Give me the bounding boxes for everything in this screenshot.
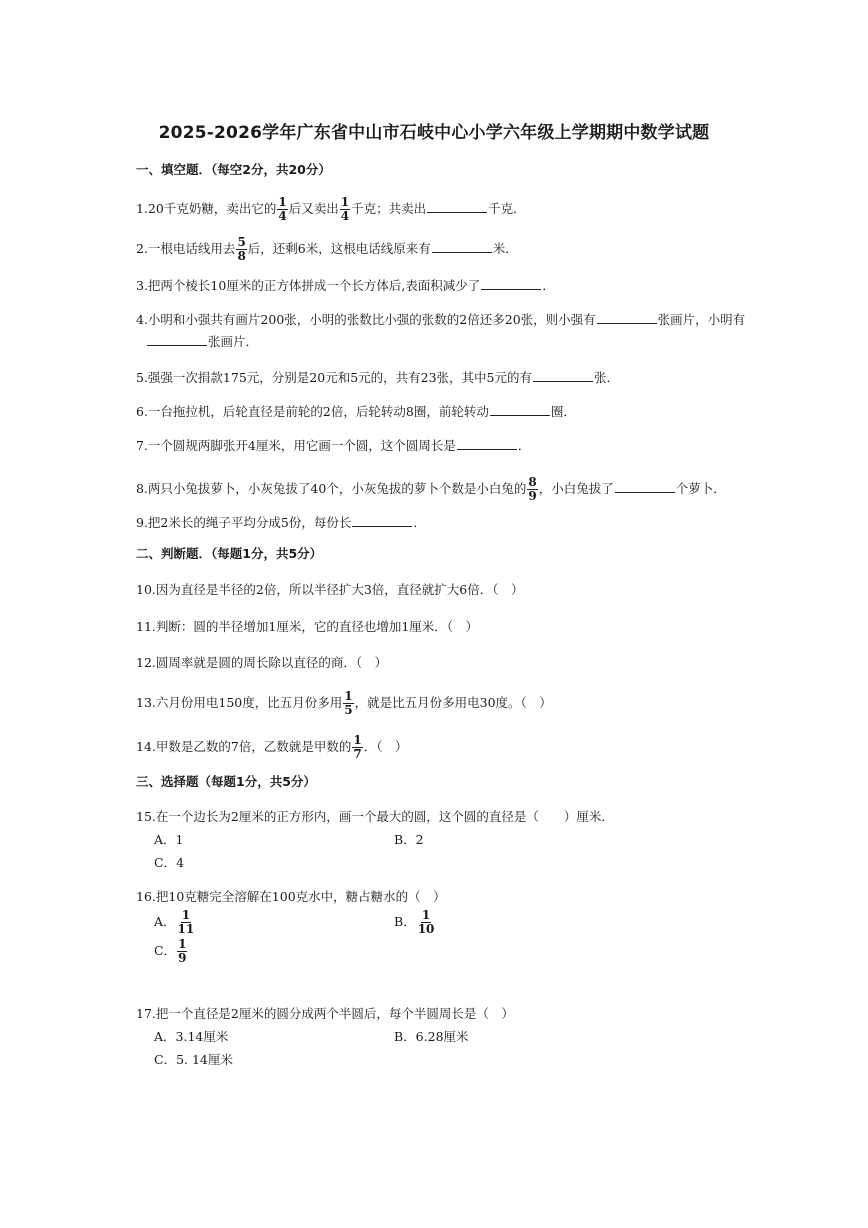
question-5: 5.强强一次捐款175元，分别是20元和5元的，共有23张，其中5元的有 张．: [136, 370, 620, 385]
answer-blank[interactable]: [432, 240, 492, 253]
option-a[interactable]: A．1: [154, 832, 184, 847]
answer-blank[interactable]: [615, 480, 675, 493]
question-16: 16.把10克糖完全溶解在100克水中，糖占糖水的（ ）: [136, 889, 446, 904]
question-17: 17.把一个直径是2厘米的圆分成两个半圆后，每个半圆周长是（ ）: [136, 1006, 514, 1021]
fraction: $\frac{1}{9}$: [178, 937, 187, 965]
question-7: 7.一个圆规两脚张开4厘米，用它画一个圆，这个圆周长是 ．: [136, 438, 531, 453]
question-11: 11.判断：圆的半径增加1厘米，它的直径也增加1厘米．（ ）: [136, 619, 479, 634]
answer-blank[interactable]: [533, 369, 593, 382]
option-b[interactable]: B．6.28厘米: [394, 1029, 469, 1044]
option-c[interactable]: C． $\frac{1}{9}$: [154, 937, 187, 965]
option-a[interactable]: A．3.14厘米: [154, 1029, 229, 1044]
answer-blank[interactable]: [490, 403, 550, 416]
answer-blank[interactable]: [597, 311, 657, 324]
question-4: 4.小明和小强共有画片200张，小明的张数比小强的张数的2倍还多20张，则小强有 张画片，小明有: [136, 312, 746, 327]
section-heading-true-false: 二、判断题．（每题1分，共5分）: [136, 546, 323, 561]
option-a[interactable]: A． $\frac{1}{11}$: [154, 908, 195, 936]
option-c[interactable]: C．5. 14厘米: [154, 1052, 233, 1067]
option-b[interactable]: B． $\frac{1}{10}$: [394, 908, 435, 936]
page-title: 2025-2026学年广东省中山市石岐中心小学六年级上学期期中数学试题: [158, 123, 710, 143]
question-9: 9.把2米长的绳子平均分成5份，每份长 ．: [136, 515, 426, 530]
fraction: $\frac{1}{7}$: [353, 733, 362, 761]
question-3: 3.把两个棱长10厘米的正方体拼成一个长方体后,表面积减少了 ．: [136, 278, 555, 293]
section-heading-fill-blank: 一、填空题．（每空2分，共20分）: [136, 162, 331, 177]
fraction: $\frac{1}{4}$: [278, 195, 287, 223]
question-13: 13.六月份用电150度，比五月份多用 $\frac{1}{5}$ ，就是比五月份多用电30度。（ ）: [136, 689, 552, 717]
question-15: 15.在一个边长为2厘米的正方形内，画一个最大的圆，这个圆的直径是（ ）厘米．: [136, 809, 614, 824]
question-6: 6.一台拖拉机，后轮直径是前轮的2倍，后轮转动8圈，前轮转动 圈．: [136, 404, 576, 419]
option-c[interactable]: C．4: [154, 855, 185, 870]
answer-blank[interactable]: [147, 333, 207, 346]
section-heading-multiple-choice: 三、选择题（每题1分，共5分）: [136, 774, 316, 789]
answer-blank[interactable]: [457, 437, 517, 450]
fraction: $\frac{1}{4}$: [340, 195, 350, 223]
answer-blank[interactable]: [481, 277, 541, 290]
answer-blank[interactable]: [352, 514, 412, 527]
question-12: 12.圆周率就是圆的周长除以直径的商．（ ）: [136, 655, 388, 670]
fraction: $\frac{1}{5}$: [344, 689, 353, 717]
option-b[interactable]: B．2: [394, 832, 424, 847]
fraction: $\frac{5}{8}$: [237, 235, 246, 263]
question-14: 14.甲数是乙数的7倍，乙数就是甲数的 $\frac{1}{7}$ ．（ ）: [136, 733, 408, 761]
fraction: $\frac{8}{9}$: [528, 475, 537, 503]
answer-blank[interactable]: [427, 200, 487, 213]
question-8: 8.两只小兔拔萝卜，小灰兔拔了40个，小灰兔拔的萝卜个数是小白兔的 $\frac{8}{9}$ ，小白兔拔了 个萝卜．: [136, 475, 726, 503]
question-1: 1.20千克奶糖，卖出它的 $\frac{1}{4}$ 后又卖出 $\frac{1}{4}$ 千克；共卖出 千克．: [136, 195, 526, 223]
fraction: $\frac{1}{10}$: [417, 908, 435, 936]
fraction: $\frac{1}{11}$: [177, 908, 195, 936]
question-2: 2.一根电话线用去 $\frac{5}{8}$ 后，还剩6米，这根电话线原来有 米．: [136, 235, 518, 263]
question-4-continued: 张画片．: [146, 333, 258, 350]
question-10: 10.因为直径是半径的2倍，所以半径扩大3倍，直径就扩大6倍．（ ）: [136, 582, 524, 597]
